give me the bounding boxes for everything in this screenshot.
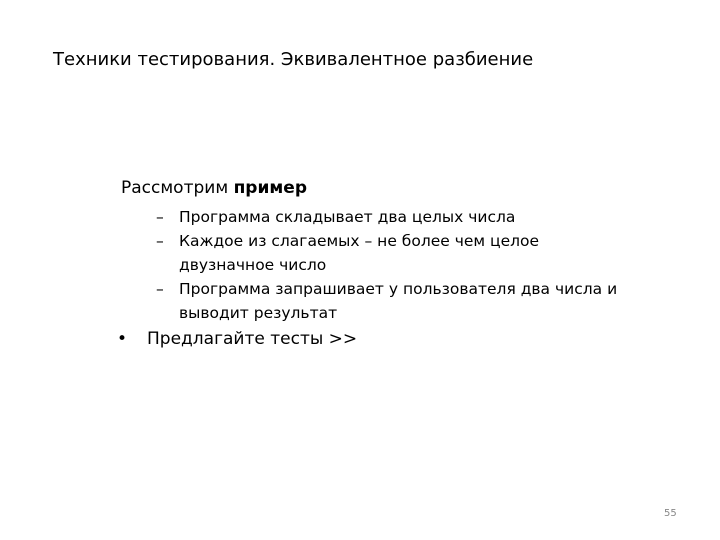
suggest-tests-text: Предлагайте тесты >> [147, 329, 358, 349]
page-number: 55 [664, 508, 677, 519]
example-conditions-list [156, 205, 636, 325]
list-item [156, 229, 636, 277]
list-item-text: Программа запрашивает у пользователя два числа и выводит результат [179, 280, 618, 322]
list-item-text: Каждое из слагаемых – не более чем целое двузначное число [179, 232, 540, 274]
bullet-marker: • [117, 329, 128, 349]
list-item-text: Программа складывает два целых числа [179, 208, 516, 226]
intro-line [121, 176, 307, 200]
intro-text: Рассмотрим [121, 178, 234, 198]
dash-marker: – [156, 208, 164, 226]
dash-marker: – [156, 232, 164, 250]
list-item [156, 205, 636, 229]
slide-title: Техники тестирования. Эквивалентное разбиение [53, 49, 534, 70]
dash-marker: – [156, 280, 164, 298]
suggest-tests-line [117, 327, 357, 351]
intro-emphasis: пример [233, 178, 307, 198]
list-item [156, 277, 636, 325]
